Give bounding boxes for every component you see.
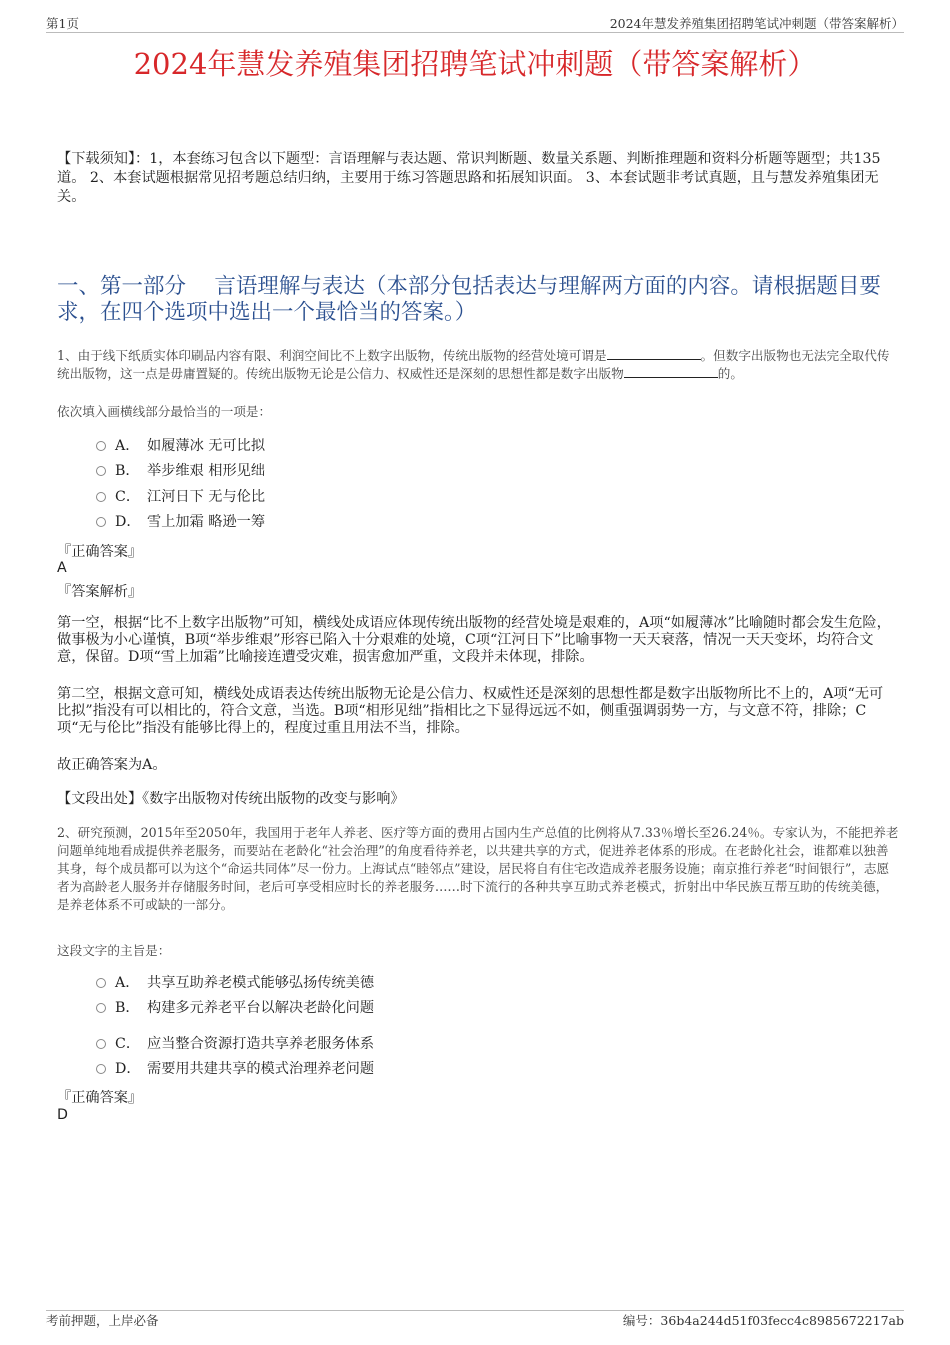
page-title: 2024年慧发养殖集团招聘笔试冲刺题（带答案解析） bbox=[133, 47, 817, 81]
header-divider bbox=[46, 32, 904, 33]
question-1-text bbox=[57, 347, 899, 383]
radio-icon[interactable] bbox=[96, 1064, 106, 1074]
question-2-prompt: 这段文字的主旨是： bbox=[57, 943, 171, 958]
radio-icon[interactable] bbox=[96, 1003, 106, 1013]
q2-option-a[interactable] bbox=[96, 973, 374, 993]
header-doc-title: 2024年慧发养殖集团招聘笔试冲刺题（带答案解析） bbox=[609, 16, 904, 31]
q1-option-d[interactable] bbox=[96, 512, 265, 532]
q1-analysis-paragraph-1: 第一空，根据“比不上数字出版物”可知，横线处成语应体现传统出版物的经营处境是艰难的，A项“如履薄冰”比喻随时都会发生危险，做事极为小心谨慎，B项“举步维艰”形容已陷入十分艰难的处境，C项“江河日下”比喻事物一天天衰落，情况一天天变坏，均符合文意，保留。D项“雪上加霜”比喻接连遭受灾难，损害愈加严重，文段并未体现，排除。 bbox=[57, 615, 891, 665]
question-1-prompt: 依次填入画横线部分最恰当的一项是： bbox=[57, 404, 272, 419]
option-letter: D． bbox=[115, 514, 141, 530]
option-letter: A． bbox=[115, 975, 140, 991]
option-letter: A． bbox=[115, 438, 140, 454]
option-letter: B． bbox=[115, 463, 140, 479]
q1-analysis-label: 『答案解析』 bbox=[57, 584, 143, 600]
radio-icon[interactable] bbox=[96, 492, 106, 502]
page-footer bbox=[46, 1311, 904, 1329]
radio-icon[interactable] bbox=[96, 1039, 106, 1049]
q2-option-d[interactable] bbox=[96, 1059, 374, 1079]
option-letter: D． bbox=[115, 1061, 141, 1077]
option-text: 江河日下 无与伦比 bbox=[147, 489, 266, 505]
page-number: 第1页 bbox=[46, 16, 79, 31]
footer-slogan: 考前押题，上岸必备 bbox=[46, 1313, 159, 1328]
q2-option-b[interactable] bbox=[96, 998, 374, 1018]
radio-icon[interactable] bbox=[96, 517, 106, 527]
option-text: 应当整合资源打造共享养老服务体系 bbox=[147, 1036, 375, 1052]
option-text: 共享互助养老模式能够弘扬传统美德 bbox=[147, 975, 375, 991]
q1-option-a[interactable] bbox=[96, 436, 265, 456]
page-header bbox=[46, 14, 904, 32]
footer-code: 编号：36b4a244d51f03fecc4c8985672217ab bbox=[622, 1313, 904, 1328]
option-text: 举步维艰 相形见绌 bbox=[147, 463, 266, 479]
option-text: 构建多元养老平台以解决老龄化问题 bbox=[147, 1000, 375, 1016]
question-1-text-part-c: 的。 bbox=[717, 366, 743, 381]
radio-icon[interactable] bbox=[96, 466, 106, 476]
option-text: 如履薄冰 无可比拟 bbox=[147, 438, 266, 454]
option-letter: B． bbox=[115, 1000, 140, 1016]
option-text: 需要用共建共享的模式治理养老问题 bbox=[147, 1061, 375, 1077]
option-letter: C． bbox=[115, 1036, 141, 1052]
q1-answer-value: A bbox=[57, 560, 67, 576]
q1-analysis-conclusion: 故正确答案为A。 bbox=[57, 757, 167, 773]
radio-icon[interactable] bbox=[96, 441, 106, 451]
q1-answer-label: 『正确答案』 bbox=[57, 544, 143, 560]
download-notice: 【下载须知】：1，本套练习包含以下题型：言语理解与表达题、常识判断题、数量关系题、判断推理题和资料分析题等题型；共135道。 2、本套试题根据常见招考题总结归纳，主要用于练习答题思路和拓展知识面。 3、本套试题非考试真题，且与慧发养殖集团无关。 bbox=[57, 151, 881, 205]
question-1-text-part-a: 1、由于线下纸质实体印刷品内容有限、利润空间比不上数字出版物，传统出版物的经营处境可谓是 bbox=[57, 348, 607, 363]
question-2-text: 2、研究预测，2015年至2050年，我国用于老年人养老、医疗等方面的费用占国内生产总值的比例将从7.33％增长至26.24％。专家认为，不能把养老问题单纯地看成提供养老服务，而要站在老龄化“社会治理”的角度看待养老，以共建共享的方式，促进养老体系的形成。在老龄化社会，谁都难以独善其身，每个成员都可以为这个“命运共同体”尽一份力。上海试点“睦邻点”建设，居民将自有住宅改造成养老服务设施；南京推行养老“时间银行”，志愿者为高龄老人服务并存储服务时间，老后可享受相应时长的养老服务……时下流行的各种共享互助式养老模式，折射出中华民族互帮互助的传统美德，是养老体系不可或缺的一部分。 bbox=[57, 825, 899, 912]
fill-blank-2[interactable] bbox=[624, 365, 718, 378]
q2-answer-label: 『正确答案』 bbox=[57, 1090, 143, 1106]
fill-blank-1[interactable] bbox=[607, 347, 701, 360]
q2-option-c[interactable] bbox=[96, 1034, 374, 1054]
section-heading: 一、第一部分 言语理解与表达（本部分包括表达与理解两方面的内容。请根据题目要求，在四个选项中选出一个最恰当的答案。） bbox=[57, 274, 881, 325]
q1-analysis-paragraph-2: 第二空，根据文意可知，横线处成语表达传统出版物无论是公信力、权威性还是深刻的思想性都是数字出版物所比不上的，A项“无可比拟”指没有可以相比的，符合文意，当选。B项“相形见绌”指相比之下显得远远不如，侧重强调弱势一方，与文意不符，排除；C项“无与伦比”指没有能够比得上的，程度过重且用法不当，排除。 bbox=[57, 686, 884, 736]
radio-icon[interactable] bbox=[96, 978, 106, 988]
q1-option-b[interactable] bbox=[96, 461, 265, 481]
q1-option-c[interactable] bbox=[96, 487, 265, 507]
q1-source: 【文段出处】《数字出版物对传统出版物的改变与影响》 bbox=[57, 791, 405, 807]
question-1-text-part-b: 。但数字出版物也无法完全取代传统出版物，这一点是毋庸置疑的。传统出版物无论是公信力、权威性还是深刻的思想性都是数字出版物 bbox=[57, 348, 890, 381]
option-letter: C． bbox=[115, 489, 141, 505]
q2-answer-value: D bbox=[57, 1107, 68, 1123]
option-text: 雪上加霜 略逊一筹 bbox=[147, 514, 266, 530]
